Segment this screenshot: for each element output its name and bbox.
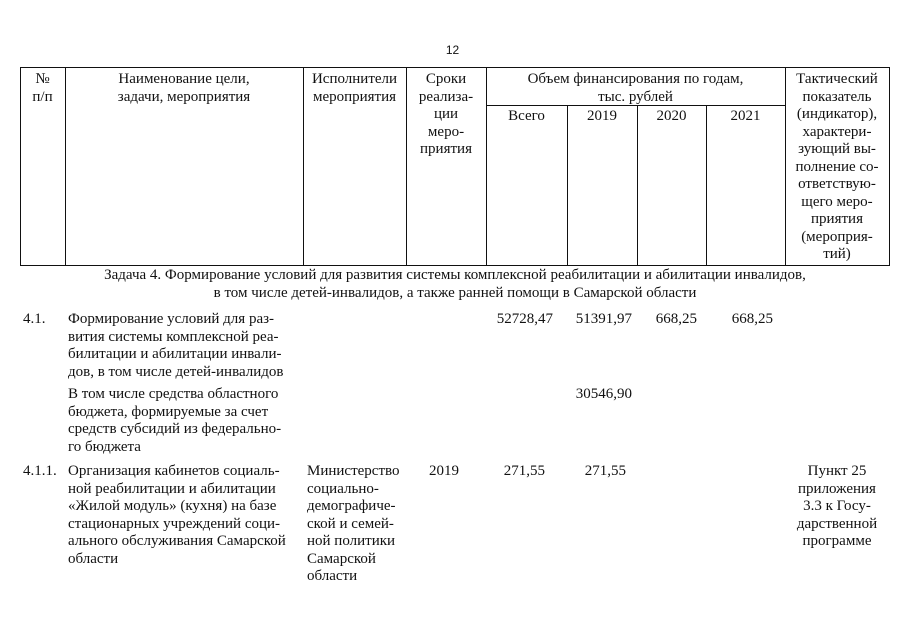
row-name-line: билитации и абилитации инвали- — [68, 346, 282, 362]
header-indicator — [785, 71, 889, 264]
header-line: тыс. рублей — [598, 88, 673, 105]
row-name-line: ной реабилитации и абилитации — [68, 480, 276, 497]
header-line: показатель — [802, 88, 872, 105]
row-name-line: бюджета, формируемые за счет — [68, 403, 269, 420]
row-name-line: средств субсидий из федерально- — [68, 421, 282, 437]
header-top-border — [20, 67, 890, 68]
row-number: 4.1.1. — [23, 463, 57, 479]
row-name-line: дов, в том числе детей-инвалидов — [68, 363, 284, 380]
header-line: полнение со- — [795, 158, 879, 175]
header-line: ции — [433, 106, 459, 122]
row-executor-line: социально- — [307, 480, 379, 497]
row-indicator-line: приложения — [798, 480, 876, 497]
header-terms — [406, 71, 486, 159]
header-line: Объем финансирования по годам, — [527, 71, 744, 87]
row-name-line: Организация кабинетов социаль- — [68, 463, 280, 479]
row-executor-line: области — [307, 568, 358, 584]
header-line: приятия — [811, 211, 863, 227]
task-heading — [20, 267, 890, 302]
header-funding — [486, 71, 785, 106]
header-line: Наименование цели, — [118, 71, 250, 87]
header-line: п/п — [32, 88, 53, 105]
header-line: реализа- — [418, 88, 474, 105]
row-name-line: области — [68, 550, 119, 567]
row-executor-line: демографиче- — [307, 498, 396, 514]
row-2019: 30546,90 — [575, 386, 632, 402]
header-line: тий) — [823, 246, 851, 262]
row-indicator-line: 3.3 к Госу- — [803, 498, 871, 514]
header-2021: 2021 — [730, 108, 761, 124]
header-divider — [637, 105, 638, 266]
row-total: 52728,47 — [496, 311, 553, 327]
row-executor-line: ской и семей- — [307, 515, 394, 532]
header-divider — [706, 105, 707, 266]
header-line: щего меро- — [801, 193, 873, 210]
row-total: 271,55 — [503, 463, 545, 479]
header-divider — [889, 67, 890, 266]
header-line: меро- — [427, 123, 465, 140]
row-executor-line: Самарской — [307, 550, 376, 567]
header-2020: 2020 — [656, 108, 687, 124]
row-2019: 51391,97 — [575, 311, 632, 327]
row-name-line: В том числе средства областного — [68, 386, 279, 402]
row-executor — [307, 463, 407, 586]
header-total: Всего — [508, 108, 545, 124]
row-name-line: го бюджета — [68, 438, 141, 455]
header-line: приятия — [420, 141, 472, 157]
header-line: Тактический — [796, 71, 878, 87]
header-line: мероприятия — [312, 88, 397, 105]
row-name — [68, 386, 304, 456]
task-line: в том числе детей-инвалидов, а также ранней помощи в Самарской области — [213, 284, 697, 301]
row-indicator-line: Пункт 25 — [807, 463, 867, 479]
row-2020: 668,25 — [655, 311, 697, 327]
row-name-line: «Жилой модуль» (кухня) на базе — [68, 498, 277, 514]
header-executors — [303, 71, 406, 106]
header-line: зующий вы- — [798, 141, 876, 157]
header-line: ответствую- — [798, 176, 876, 192]
header-divider — [567, 105, 568, 266]
page-number: 12 — [445, 43, 460, 57]
row-indicator-line: программе — [802, 533, 872, 549]
row-executor-line: Министерство — [307, 463, 400, 479]
row-number: 4.1. — [23, 311, 46, 327]
header-name — [65, 71, 303, 106]
row-indicator-line: дарственной — [796, 515, 878, 532]
row-indicator — [785, 463, 889, 551]
row-name-line: стационарных учреждений соци- — [68, 515, 281, 532]
header-num — [20, 71, 65, 106]
row-name — [68, 463, 304, 568]
row-name-line: Формирование условий для раз- — [68, 311, 275, 327]
header-2019: 2019 — [587, 108, 617, 124]
header-line: Сроки — [425, 71, 467, 87]
header-line: (индикатор), — [796, 106, 878, 122]
header-bottom-border — [20, 265, 890, 266]
row-name-line: вития системы комплексной реа- — [68, 328, 279, 345]
header-line: № — [35, 71, 50, 87]
row-2019: 271,55 — [584, 463, 626, 479]
row-executor-line: ной политики — [307, 533, 396, 549]
header-line: Исполнители — [311, 71, 398, 87]
header-line: задачи, мероприятия — [117, 88, 251, 105]
header-line: (мероприя- — [801, 228, 873, 245]
row-2021: 668,25 — [731, 311, 773, 327]
row-name — [68, 311, 304, 381]
row-name-line: ального обслуживания Самарской — [68, 533, 286, 549]
task-line: Задача 4. Формирование условий для развития системы комплексной реабилитации и абилитации инвалидов, — [104, 267, 806, 283]
row-terms: 2019 — [429, 463, 459, 479]
header-line: характери- — [802, 123, 872, 140]
